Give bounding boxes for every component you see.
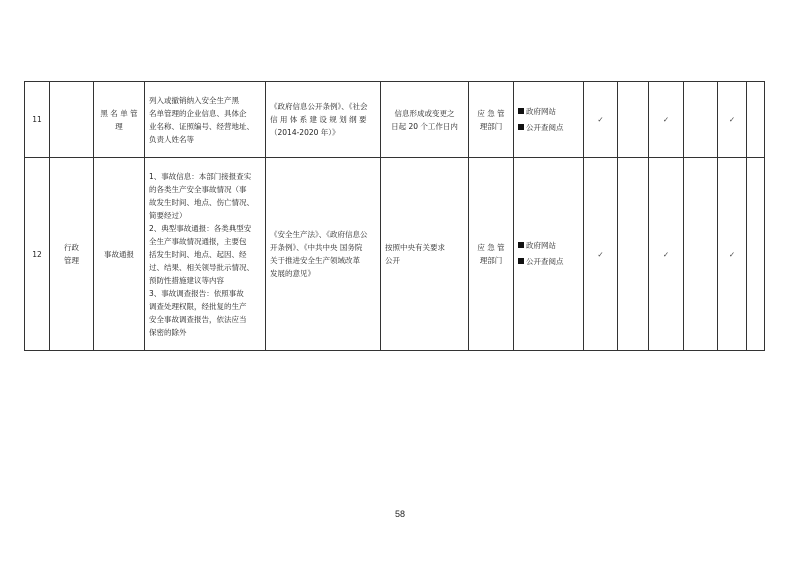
category-cell: 行政 管理 xyxy=(50,158,94,351)
table-row xyxy=(25,82,765,158)
square-bullet-icon xyxy=(518,124,524,130)
empty-cell xyxy=(618,82,649,158)
empty-cell xyxy=(747,158,765,351)
category-cell xyxy=(50,82,94,158)
check-mark-icon: ✓ xyxy=(584,158,618,351)
item-cell: 黑 名 单 管 理 xyxy=(94,82,145,158)
table-row xyxy=(25,158,765,351)
page-number: 58 xyxy=(394,509,405,519)
square-bullet-icon xyxy=(518,242,524,248)
square-bullet-icon xyxy=(518,108,524,114)
basis-cell: 《安全生产法》、《政府信息公 开条例》、《中共中央 国务院 关于推进安全生产领域改革 发展的意见》 xyxy=(266,158,381,351)
check-mark-icon: ✓ xyxy=(584,82,618,158)
empty-cell xyxy=(684,82,718,158)
content-cell: 列入或撤销纳入安全生产黑 名单管理的企业信息、具体企 业名称、证照编号、经营地址、 负责人姓名等 xyxy=(145,82,266,158)
check-mark-icon: ✓ xyxy=(649,82,684,158)
subject-cell: 应 急 管 理部门 xyxy=(469,82,514,158)
row-number: 11 xyxy=(25,82,50,158)
channels-cell: 政府网站 公开查阅点 xyxy=(514,82,584,158)
time-limit-cell: 按照中央有关要求 公开 xyxy=(381,158,469,351)
item-cell: 事故通报 xyxy=(94,158,145,351)
disclosure-table xyxy=(24,81,765,351)
square-bullet-icon xyxy=(518,258,524,264)
empty-cell xyxy=(684,158,718,351)
check-mark-icon: ✓ xyxy=(718,82,747,158)
check-mark-icon: ✓ xyxy=(718,158,747,351)
check-mark-icon: ✓ xyxy=(649,158,684,351)
time-limit-cell: 信息形成或变更之 日起 20 个工作日内 xyxy=(381,82,469,158)
content-cell: 1、事故信息：本部门接报查实 的各类生产安全事故情况（事 故发生时间、地点、伤亡情况、 简要经过） 2、典型事故通报：各类典型安 全生产事故情况通报，主要包 括发生时间、地点、起因、经 过、结果、相关领导批示情况、 预防性措施建议等内容 3、事故调查报告：依照事故 调查处理权限，经批复的生产 安全事故调查报告，依法应当 保密的除外 xyxy=(145,158,266,351)
channels-cell: 政府网站 公开查阅点 xyxy=(514,158,584,351)
empty-cell xyxy=(618,158,649,351)
basis-cell: 《政府信息公开条例》、《社会 信 用 体 系 建 设 规 划 纲 要 （2014-2020 年）》 xyxy=(266,82,381,158)
subject-cell: 应 急 管 理部门 xyxy=(469,158,514,351)
empty-cell xyxy=(747,82,765,158)
row-number: 12 xyxy=(25,158,50,351)
